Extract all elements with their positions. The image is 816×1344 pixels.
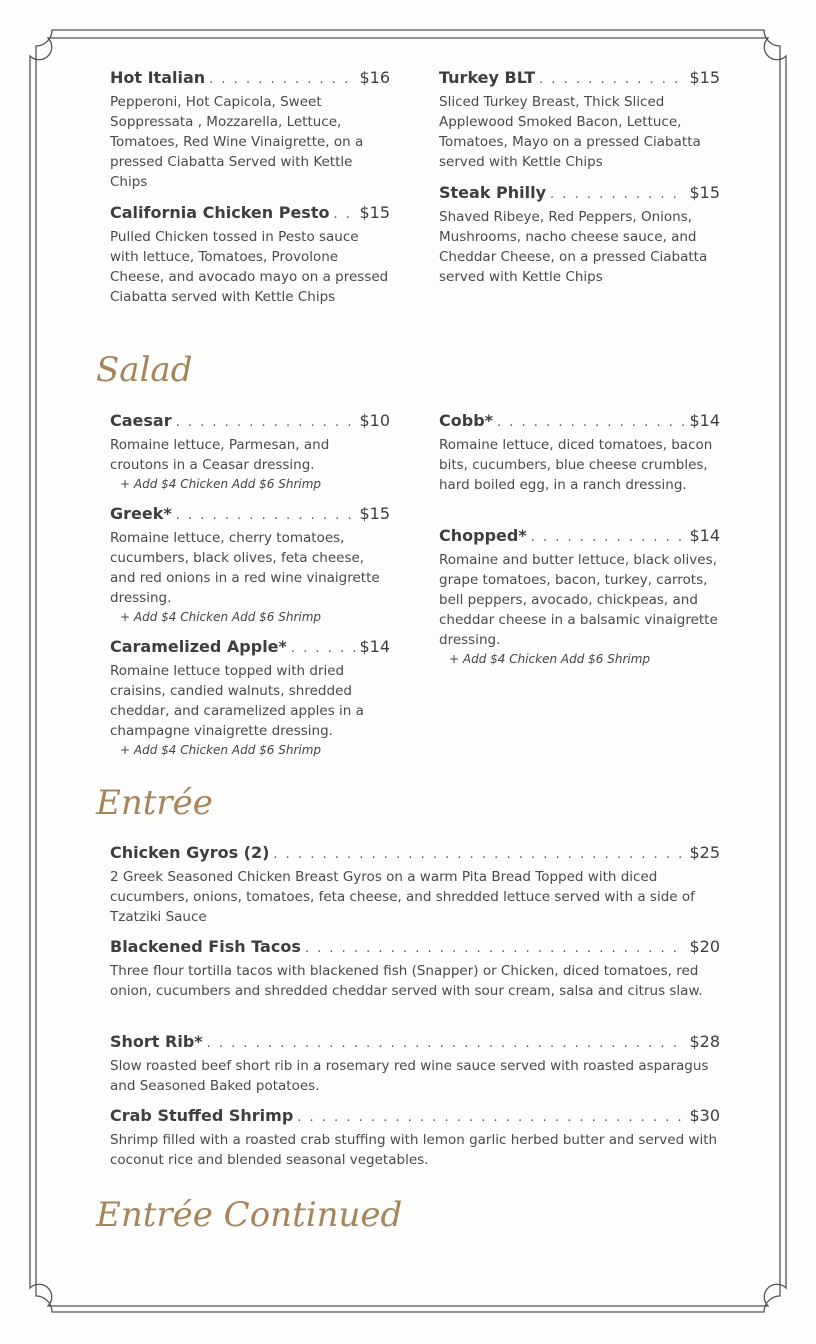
- menu-item-california-chicken-pesto: [110, 203, 390, 307]
- section-title-salad: Salad: [96, 350, 193, 390]
- leader-dots: [550, 185, 685, 205]
- item-description: Shrimp filled with a roasted crab stuffing with lemon garlic herbed butter and served with coconut rice and blended seasonal vegetables.: [110, 1132, 718, 1168]
- item-description: Romaine lettuce topped with dried craisins, candied walnuts, shredded cheddar, and caramelized apples in a champagne vinaigrette dressing.: [110, 663, 364, 739]
- item-name: Short Rib*: [110, 1032, 203, 1051]
- item-price: $15: [359, 203, 390, 222]
- leader-dots: [539, 70, 685, 90]
- item-price: $15: [359, 504, 390, 523]
- item-price: $25: [689, 843, 720, 862]
- item-name: Chicken Gyros (2): [110, 843, 270, 862]
- item-description: Sliced Turkey Breast, Thick Sliced Applewood Smoked Bacon, Lettuce, Tomatoes, Mayo on a pressed Ciabatta served with Kettle Chips: [439, 94, 701, 170]
- item-name: Chopped*: [439, 526, 527, 545]
- leader-dots: [305, 939, 686, 959]
- item-price: $10: [359, 411, 390, 430]
- menu-item-steak-philly: [439, 183, 720, 287]
- item-price: $14: [359, 637, 390, 656]
- leader-dots: [209, 70, 355, 90]
- leader-dots: [176, 506, 356, 526]
- leader-dots: [333, 205, 355, 225]
- menu-item-caramelized-apple: [110, 637, 390, 759]
- item-price: $20: [689, 937, 720, 956]
- menu-item-caesar: [110, 411, 390, 493]
- item-name: Steak Philly: [439, 183, 547, 202]
- menu-item-hot-italian: [110, 68, 390, 192]
- item-name: Blackened Fish Tacos: [110, 937, 301, 956]
- section-title-entree-continued: Entrée Continued: [96, 1195, 403, 1235]
- menu-item-chopped: [439, 526, 720, 668]
- item-addon: + Add $4 Chicken Add $6 Shrimp: [120, 477, 322, 491]
- item-price: $16: [359, 68, 390, 87]
- leader-dots: [207, 1034, 686, 1054]
- item-addon: + Add $4 Chicken Add $6 Shrimp: [449, 652, 651, 666]
- item-price: $30: [689, 1106, 720, 1125]
- item-description: Pepperoni, Hot Capicola, Sweet Soppressata , Mozzarella, Lettuce, Tomatoes, Red Wine Vinaigrette, on a pressed Ciabatta Served with Kettle Chips: [110, 94, 364, 190]
- item-description: Romaine lettuce, diced tomatoes, bacon bits, cucumbers, blue cheese crumbles, hard boiled egg, in a ranch dressing.: [439, 437, 713, 493]
- item-description: Shaved Ribeye, Red Peppers, Onions, Mushrooms, nacho cheese sauce, and Cheddar Cheese, on a pressed Ciabatta served with Kettle Chips: [439, 209, 708, 285]
- item-description: Romaine lettuce, cherry tomatoes, cucumbers, black olives, feta cheese, and red onions in a red wine vinaigrette dressing.: [110, 530, 380, 606]
- leader-dots: [176, 413, 356, 433]
- leader-dots: [291, 639, 356, 659]
- item-description: Romaine lettuce, Parmesan, and croutons in a Ceasar dressing.: [110, 437, 330, 473]
- menu-item-turkey-blt: [439, 68, 720, 172]
- menu-item-blackened-fish-tacos: [110, 937, 720, 1001]
- menu-item-crab-stuffed-shrimp: [110, 1106, 720, 1170]
- item-description: Romaine and butter lettuce, black olives, grape tomatoes, bacon, turkey, carrots, bell peppers, avocado, chickpeas, and cheddar cheese in a balsamic vinaigrette dressing.: [439, 552, 718, 648]
- item-addon: + Add $4 Chicken Add $6 Shrimp: [120, 610, 322, 624]
- menu-item-chicken-gyros: [110, 843, 720, 927]
- item-description: Pulled Chicken tossed in Pesto sauce with lettuce, Tomatoes, Provolone Cheese, and avocado mayo on a pressed Ciabatta served with Kettle Chips: [110, 229, 389, 305]
- leader-dots: [531, 528, 686, 548]
- item-addon: + Add $4 Chicken Add $6 Shrimp: [120, 743, 322, 757]
- item-description: Slow roasted beef short rib in a rosemary red wine sauce served with roasted asparagus and Seasoned Baked potatoes.: [110, 1058, 709, 1094]
- item-price: $15: [689, 68, 720, 87]
- leader-dots: [497, 413, 685, 433]
- item-name: Crab Stuffed Shrimp: [110, 1106, 294, 1125]
- item-price: $15: [689, 183, 720, 202]
- item-name: Greek*: [110, 504, 172, 523]
- leader-dots: [273, 845, 685, 865]
- item-name: Caesar: [110, 411, 172, 430]
- item-price: $28: [689, 1032, 720, 1051]
- menu-item-greek: [110, 504, 390, 626]
- menu-item-short-rib: [110, 1032, 720, 1096]
- item-description: Three flour tortilla tacos with blackened fish (Snapper) or Chicken, diced tomatoes, red onion, cucumbers and shredded cheddar served with sour cream, salsa and citrus slaw.: [110, 963, 703, 999]
- item-name: California Chicken Pesto: [110, 203, 330, 222]
- leader-dots: [297, 1108, 685, 1128]
- item-name: Hot Italian: [110, 68, 206, 87]
- item-name: Turkey BLT: [439, 68, 536, 87]
- item-name: Cobb*: [439, 411, 494, 430]
- menu-item-cobb: [439, 411, 720, 495]
- item-name: Caramelized Apple*: [110, 637, 287, 656]
- item-price: $14: [689, 411, 720, 430]
- item-description: 2 Greek Seasoned Chicken Breast Gyros on a warm Pita Bread Topped with diced cucumbers, onions, tomatoes, feta cheese, and shredded lettuce served with a side of Tzatziki Sauce: [110, 869, 695, 925]
- item-price: $14: [689, 526, 720, 545]
- section-title-entree: Entrée: [96, 783, 213, 823]
